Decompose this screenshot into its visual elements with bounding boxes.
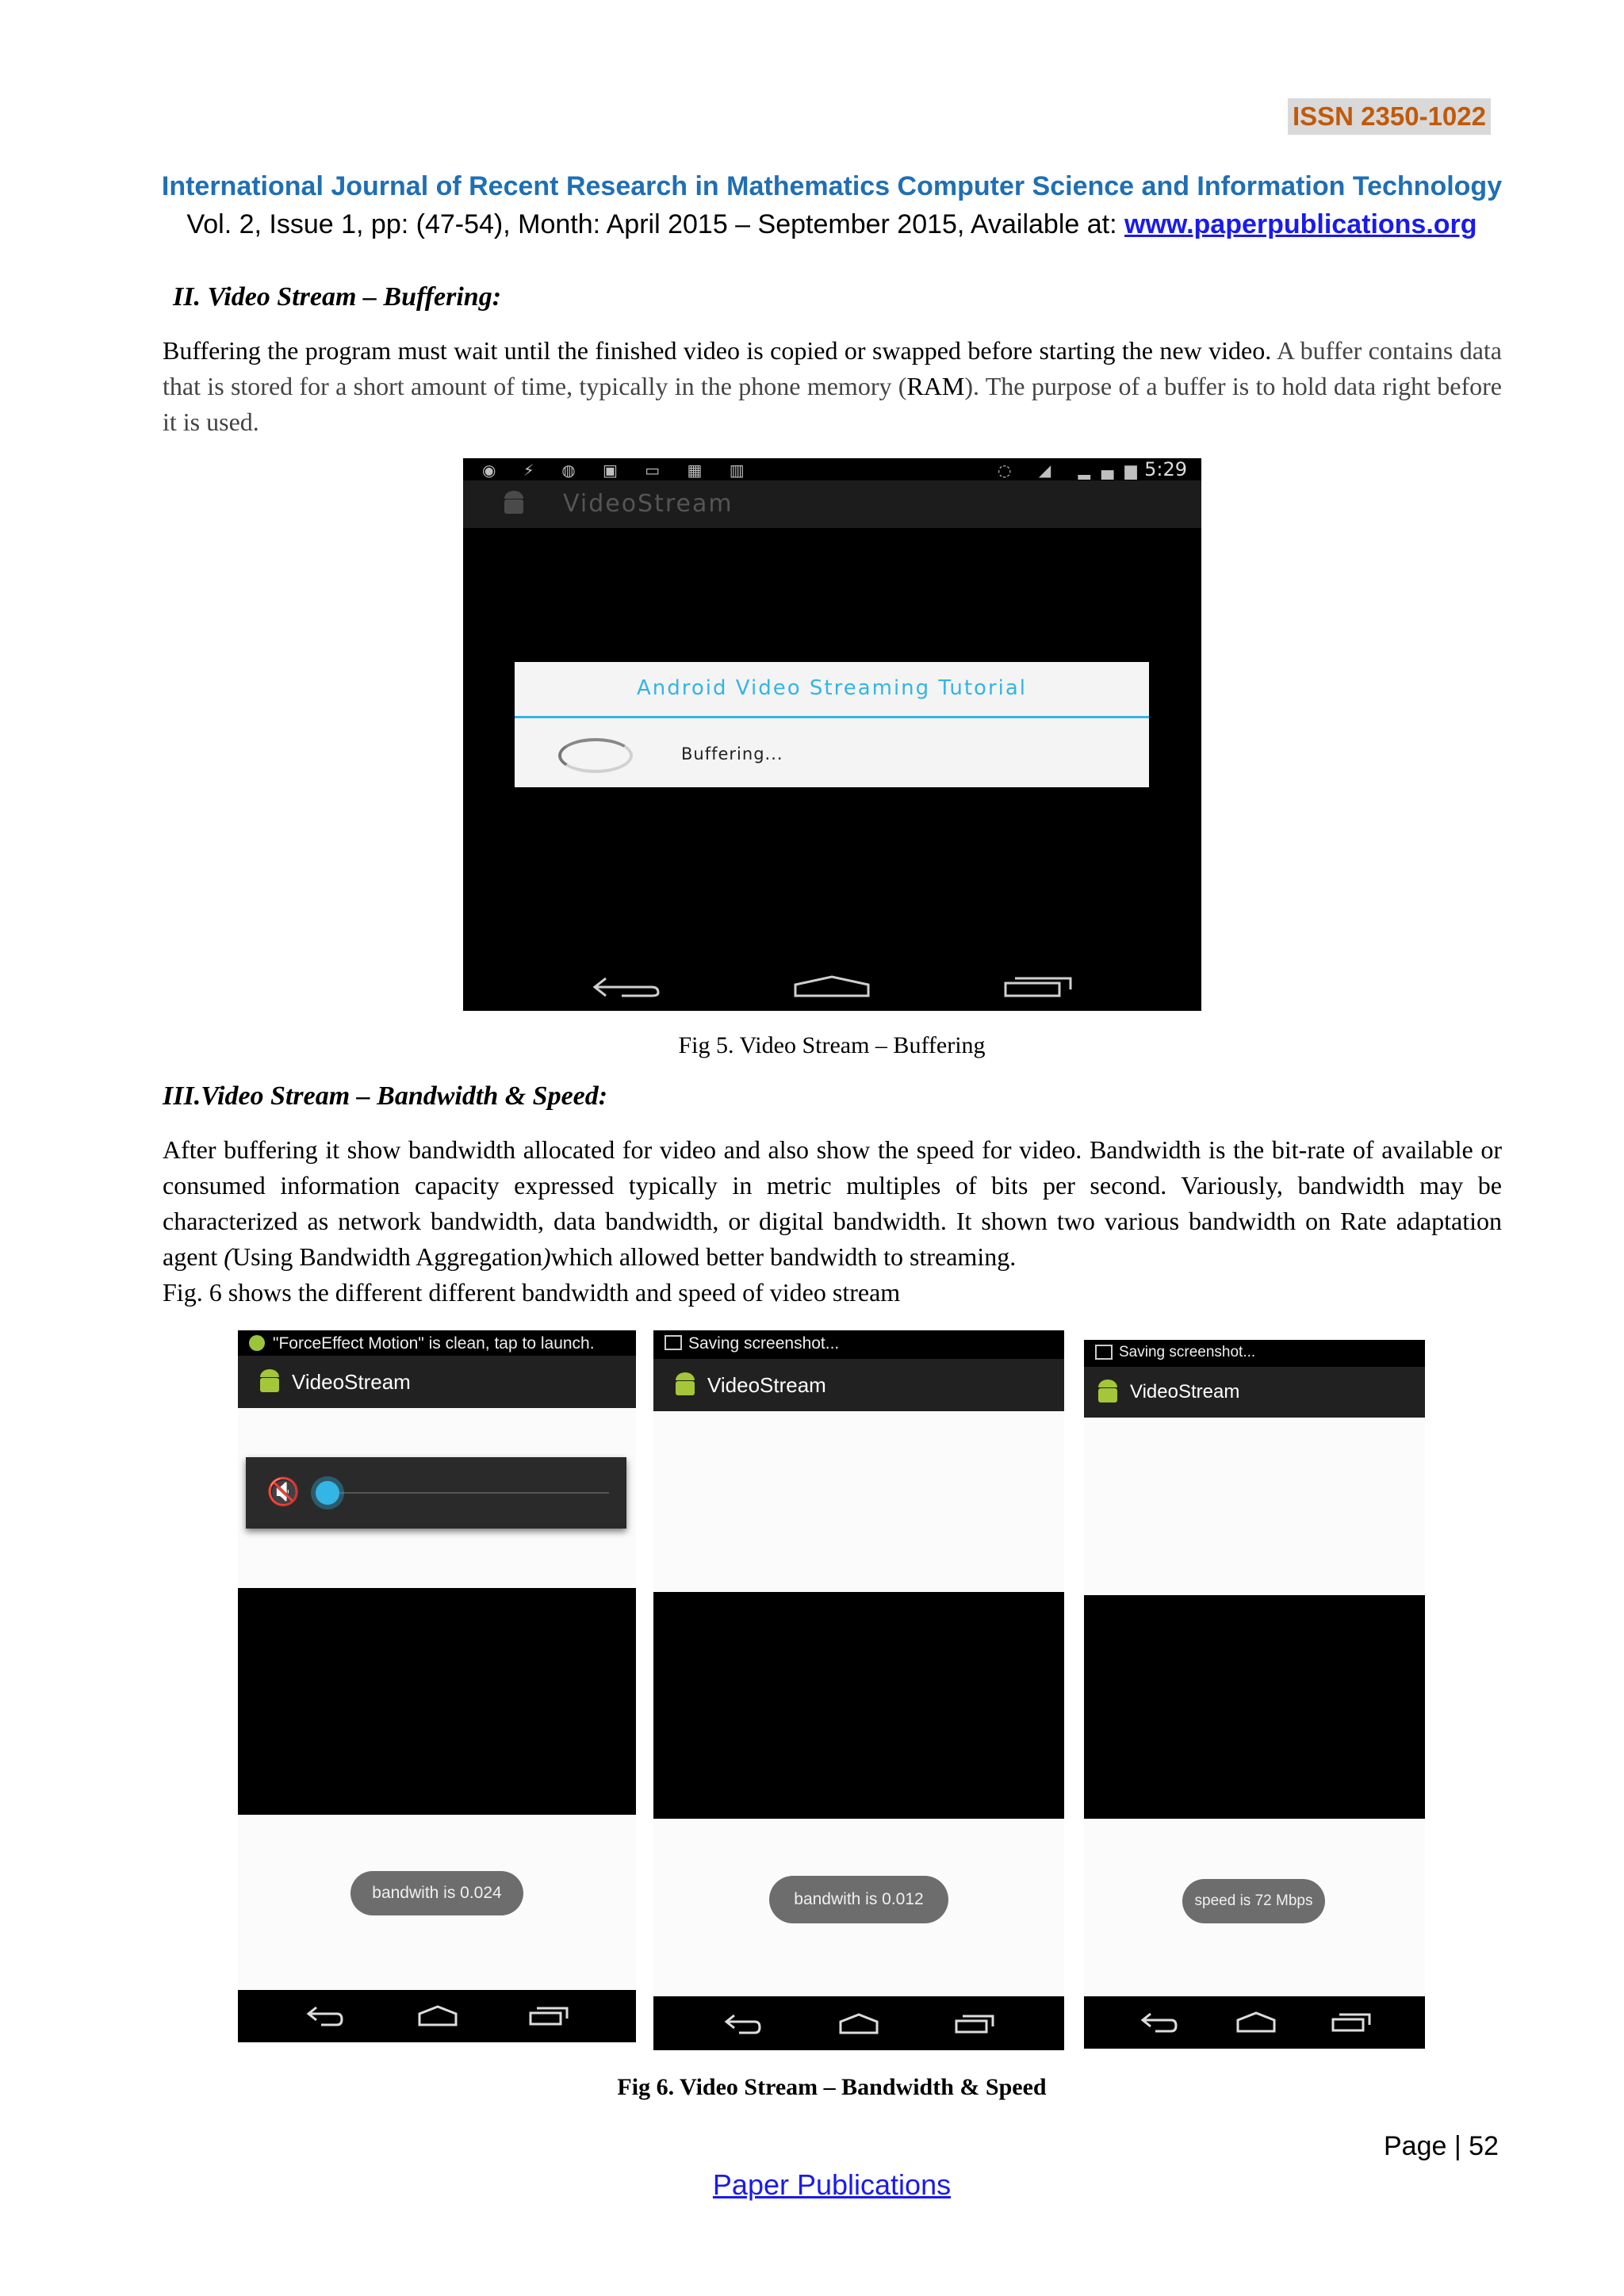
app-title: VideoStream [563, 490, 733, 518]
status-bar [653, 1330, 1064, 1359]
home-icon[interactable] [837, 2012, 880, 2036]
recent-apps-icon[interactable] [953, 2012, 996, 2036]
recent-apps-icon[interactable] [1002, 974, 1074, 999]
issn-label: ISSN 2350-1022 [1288, 98, 1491, 135]
home-icon[interactable] [792, 974, 871, 999]
para-black-text: Buffering the program must wait until the finished video is copied or swapped before starting the new video. [163, 336, 1272, 365]
action-bar [653, 1359, 1064, 1411]
action-bar [1084, 1367, 1425, 1418]
bandwidth-toast: bandwith is 0.024 [350, 1871, 523, 1915]
android-icon [671, 1372, 699, 1399]
action-bar [463, 480, 1201, 528]
fig5-phone-screenshot [463, 458, 1201, 1011]
journal-title: International Journal of Recent Research in Mathematics Computer Science and Information Technology [161, 171, 1503, 201]
volume-panel [246, 1457, 626, 1529]
nav-bar [238, 1990, 636, 2042]
para-ram-text: RAM [906, 372, 965, 400]
footer [0, 2168, 1624, 2202]
section-2-paragraph [163, 333, 1502, 440]
para-3-text-4: Fig. 6 shows the different different bandwidth and speed of video stream [163, 1278, 901, 1307]
android-icon [1094, 1379, 1122, 1406]
fig5-caption: Fig 5. Video Stream – Buffering [678, 1032, 986, 1058]
action-bar [238, 1356, 636, 1408]
recent-apps-icon[interactable] [1330, 2011, 1373, 2034]
screenshot-icon [665, 1335, 682, 1350]
para-3-text-1: After buffering it show bandwidth allocated for video and also show the speed for video. Bandwidth is the bit-rate of available or consumed information capacity expressed typically in metric multiples of bits per second. Variously, bandwidth may be characterized as network bandwidth, data bandwidth, or digital bandwidth. It shown two various bandwidth on Rate adaptation agent [163, 1135, 1502, 1271]
section-2-heading: II. Video Stream – Buffering: [173, 282, 502, 312]
video-area[interactable] [653, 1592, 1064, 1819]
publisher-link[interactable]: Paper Publications [712, 2168, 952, 2201]
dialog-divider [515, 716, 1149, 718]
notification-icon [247, 1334, 266, 1353]
video-area[interactable] [1084, 1595, 1425, 1819]
fig6-phone-1 [238, 1330, 636, 2044]
nav-bar [463, 966, 1201, 1004]
notification-icons: ◉ ⚡ ◍ ▣ ▭ ▦ ▥ ◌ ◢ ▂▄▆ [482, 461, 1148, 480]
section-3-paragraph [163, 1132, 1502, 1311]
para-gray-text-2: ). The purpose of a buffer is to hold data right before it is used. [163, 372, 1503, 436]
status-time: 5:29 [1144, 458, 1187, 480]
app-title: VideoStream [292, 1370, 411, 1394]
status-bar [463, 458, 1201, 480]
section-3-heading: III.Video Stream – Bandwidth & Speed: [163, 1081, 608, 1111]
back-icon[interactable] [1139, 2011, 1179, 2034]
screenshot-icon [1095, 1345, 1113, 1360]
fig6-phone-2 [653, 1330, 1064, 2052]
para-3-paren-open: ( [224, 1242, 232, 1271]
nav-bar [653, 1996, 1064, 2050]
back-icon[interactable] [723, 2012, 763, 2036]
status-text: Saving screenshot... [688, 1334, 840, 1353]
app-title: VideoStream [707, 1373, 826, 1397]
volume-slider-knob[interactable] [316, 1481, 339, 1505]
para-3-paren-close: ) [542, 1242, 551, 1271]
nav-bar [1084, 1996, 1425, 2049]
status-text: Saving screenshot... [1119, 1344, 1256, 1360]
status-bar [1084, 1340, 1425, 1367]
android-icon [255, 1368, 284, 1395]
volume-info [0, 209, 1624, 240]
home-icon[interactable] [416, 2004, 459, 2028]
fig6-phone-3 [1084, 1340, 1425, 2050]
recent-apps-icon[interactable] [527, 2004, 570, 2028]
app-title: VideoStream [1130, 1381, 1240, 1402]
back-icon[interactable] [590, 975, 661, 999]
dialog-message: Buffering... [681, 744, 783, 763]
para-gray-text-1: A buffer contains data that is stored for a short amount of time, typically in the phone memory ( [163, 336, 1503, 400]
status-text: "ForceEffect Motion" is clean, tap to launch. [273, 1334, 595, 1353]
fig6-caption: Fig 6. Video Stream – Bandwidth & Speed [617, 2074, 1047, 2100]
video-area[interactable] [238, 1588, 636, 1815]
page-number: Page | 52 [1384, 2131, 1499, 2161]
android-icon [500, 490, 528, 517]
mute-icon[interactable]: 🔇 [266, 1476, 301, 1508]
volume-text: Vol. 2, Issue 1, pp: (47-54), Month: April 2015 – September 2015, Available at: [186, 209, 1124, 239]
home-icon[interactable] [1235, 2011, 1277, 2034]
speed-toast: speed is 72 Mbps [1182, 1879, 1325, 1923]
volume-track[interactable] [339, 1492, 609, 1494]
bandwidth-toast: bandwith is 0.012 [769, 1876, 948, 1923]
progress-dialog [515, 662, 1149, 787]
para-3-text-2: Using Bandwidth Aggregation [232, 1242, 543, 1271]
spinner-icon [558, 738, 633, 773]
dialog-title: Android Video Streaming Tutorial [636, 676, 1028, 700]
para-3-text-3: which allowed better bandwidth to streaming. [550, 1242, 1017, 1271]
back-icon[interactable] [305, 2004, 345, 2028]
website-link[interactable]: www.paperpublications.org [1124, 209, 1477, 239]
status-bar [238, 1330, 636, 1356]
